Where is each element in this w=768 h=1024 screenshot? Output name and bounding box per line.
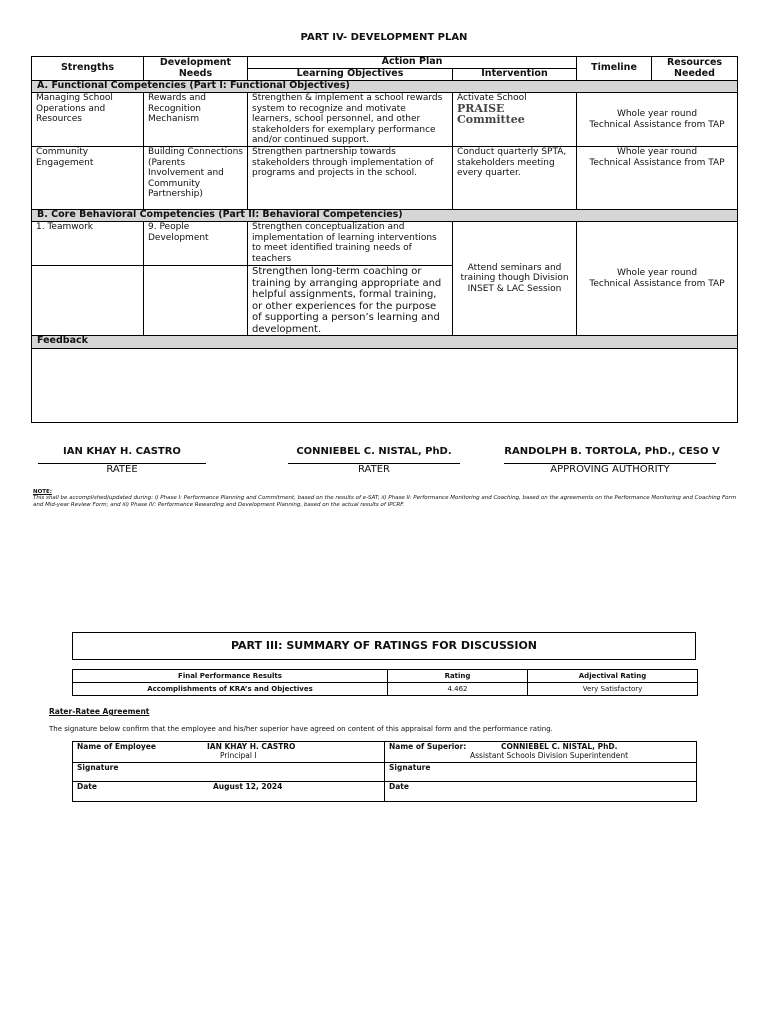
row3-timeline-resources [577, 222, 738, 336]
row1-intervention-committee: Committee [457, 113, 525, 126]
row2-objective: Strengthen partnership towards stakeholders through implementation of programs and projects in the school. [248, 147, 453, 210]
row3-objective: Strengthen conceptualization and implementation of learning interventions to meet identified training needs of teachers [248, 222, 453, 266]
row2-intervention: Conduct quarterly SPTA, stakeholders meeting every quarter. [453, 147, 577, 210]
agreement-signature-table [72, 741, 697, 802]
row3-intervention: Attend seminars and training though Division INSET & LAC Session [453, 222, 577, 336]
row2-strength: Community Engagement [32, 147, 144, 210]
ratee-name: IAN KHAY H. CASTRO [63, 446, 181, 457]
row1-timeline-resources [577, 93, 738, 147]
row2-timeline-resources [577, 147, 738, 210]
summary-header-adjectival: Adjectival Rating [528, 670, 698, 683]
row2-resources: Technical Assistance from TAP [589, 157, 725, 168]
row2-timeline: Whole year round [616, 147, 698, 157]
approver-role: APPROVING AUTHORITY [550, 464, 670, 475]
approver-name: RANDOLPH B. TORTOLA, PhD., CESO V [504, 446, 720, 457]
note-label: NOTE: [33, 489, 52, 495]
row1-strength: Managing School Operations and Resources [32, 93, 144, 147]
rater-role: RATER [358, 464, 390, 475]
rater-name: CONNIEBEL C. NISTAL, PhD. [296, 446, 452, 457]
row1-timeline: Whole year round [616, 109, 698, 119]
superior-label: Name of Superior: [389, 742, 467, 751]
header-development-needs: Development Needs [144, 57, 248, 81]
note-text: This shall be accomplished/updated during: i) Phase I: Performance Planning and Commitment, based on the results of e-SAT; ii) Phase II: Performance Monitoring and Coaching, based on the agreements on the Performance Monitoring and Coaching Form and Mid-year Review Form; and iii) Phase IV: Performance Rewarding and Development Planning, based on the actual results of IPCRF. [33, 495, 737, 508]
header-intervention: Intervention [453, 69, 577, 81]
part4-title: PART IV- DEVELOPMENT PLAN [300, 32, 468, 43]
row4-need-empty [144, 266, 248, 336]
header-resources-needed: Resources Needed [652, 57, 738, 81]
row3-timeline: Whole year round [616, 268, 698, 278]
agreement-text: The signature below confirm that the employee and his/her superior have agreed on content of this appraisal form and the performance rating. [49, 725, 553, 733]
superior-position: Assistant Schools Division Superintendent [470, 751, 629, 760]
employee-name: IAN KHAY H. CASTRO [207, 742, 296, 751]
row1-objective: Strengthen & implement a school rewards system to recognize and motivate learners, school personnel, and other stakeholders for exemplary performance and/or continued support. [248, 93, 453, 147]
summary-row-rating: 4.462 [388, 683, 528, 696]
feedback-area [32, 349, 738, 423]
superior-date-label: Date [385, 782, 697, 802]
employee-date-label: Date [77, 782, 97, 791]
row1-resources: Technical Assistance from TAP [589, 119, 725, 130]
header-timeline: Timeline [577, 57, 652, 81]
agreement-title: Rater-Ratee Agreement [49, 707, 150, 716]
part3-title: PART III: SUMMARY OF RATINGS FOR DISCUSSION [72, 632, 696, 660]
row3-need: 9. People Development [144, 222, 248, 266]
employee-signature-label: Signature [73, 763, 385, 782]
development-plan-table [31, 56, 738, 423]
row4-objective: Strengthen long-term coaching or training by arranging appropriate and helpful assignments, formal training, or other experiences for the purpose of supporting a person’s learning and development. [248, 266, 453, 336]
summary-row-label: Accomplishments of KRA’s and Objectives [73, 683, 388, 696]
header-strengths: Strengths [32, 57, 144, 81]
summary-row-adjectival: Very Satisfactory [528, 683, 698, 696]
summary-header-results: Final Performance Results [73, 670, 388, 683]
row3-resources: Technical Assistance from TAP [589, 278, 725, 289]
row4-strength-empty [32, 266, 144, 336]
employee-date-cell [73, 782, 385, 802]
row2-need: Building Connections (Parents Involvement and Community Partnership) [144, 147, 248, 210]
section-a-label: A. Functional Competencies (Part I: Functional Objectives) [32, 81, 738, 93]
row1-intervention [453, 93, 577, 147]
row1-intervention-prefix: Activate School [457, 93, 527, 103]
summary-header-rating: Rating [388, 670, 528, 683]
header-action-plan: Action Plan [248, 57, 577, 69]
row1-intervention-praise: PRAISE [457, 101, 505, 115]
superior-signature-label: Signature [385, 763, 697, 782]
ratee-role: RATEE [106, 464, 138, 475]
feedback-label: Feedback [32, 336, 738, 349]
summary-ratings-table [72, 669, 698, 696]
employee-label: Name of Employee [77, 742, 156, 751]
superior-name: CONNIEBEL C. NISTAL, PhD. [501, 742, 618, 751]
employee-position: Principal I [220, 751, 257, 760]
row1-need: Rewards and Recognition Mechanism [144, 93, 248, 147]
employee-date: August 12, 2024 [213, 782, 283, 791]
superior-cell [385, 742, 697, 763]
employee-cell [73, 742, 385, 763]
section-b-label: B. Core Behavioral Competencies (Part II: Behavioral Competencies) [32, 210, 738, 222]
header-learning-objectives: Learning Objectives [248, 69, 453, 81]
row3-strength: 1. Teamwork [32, 222, 144, 266]
